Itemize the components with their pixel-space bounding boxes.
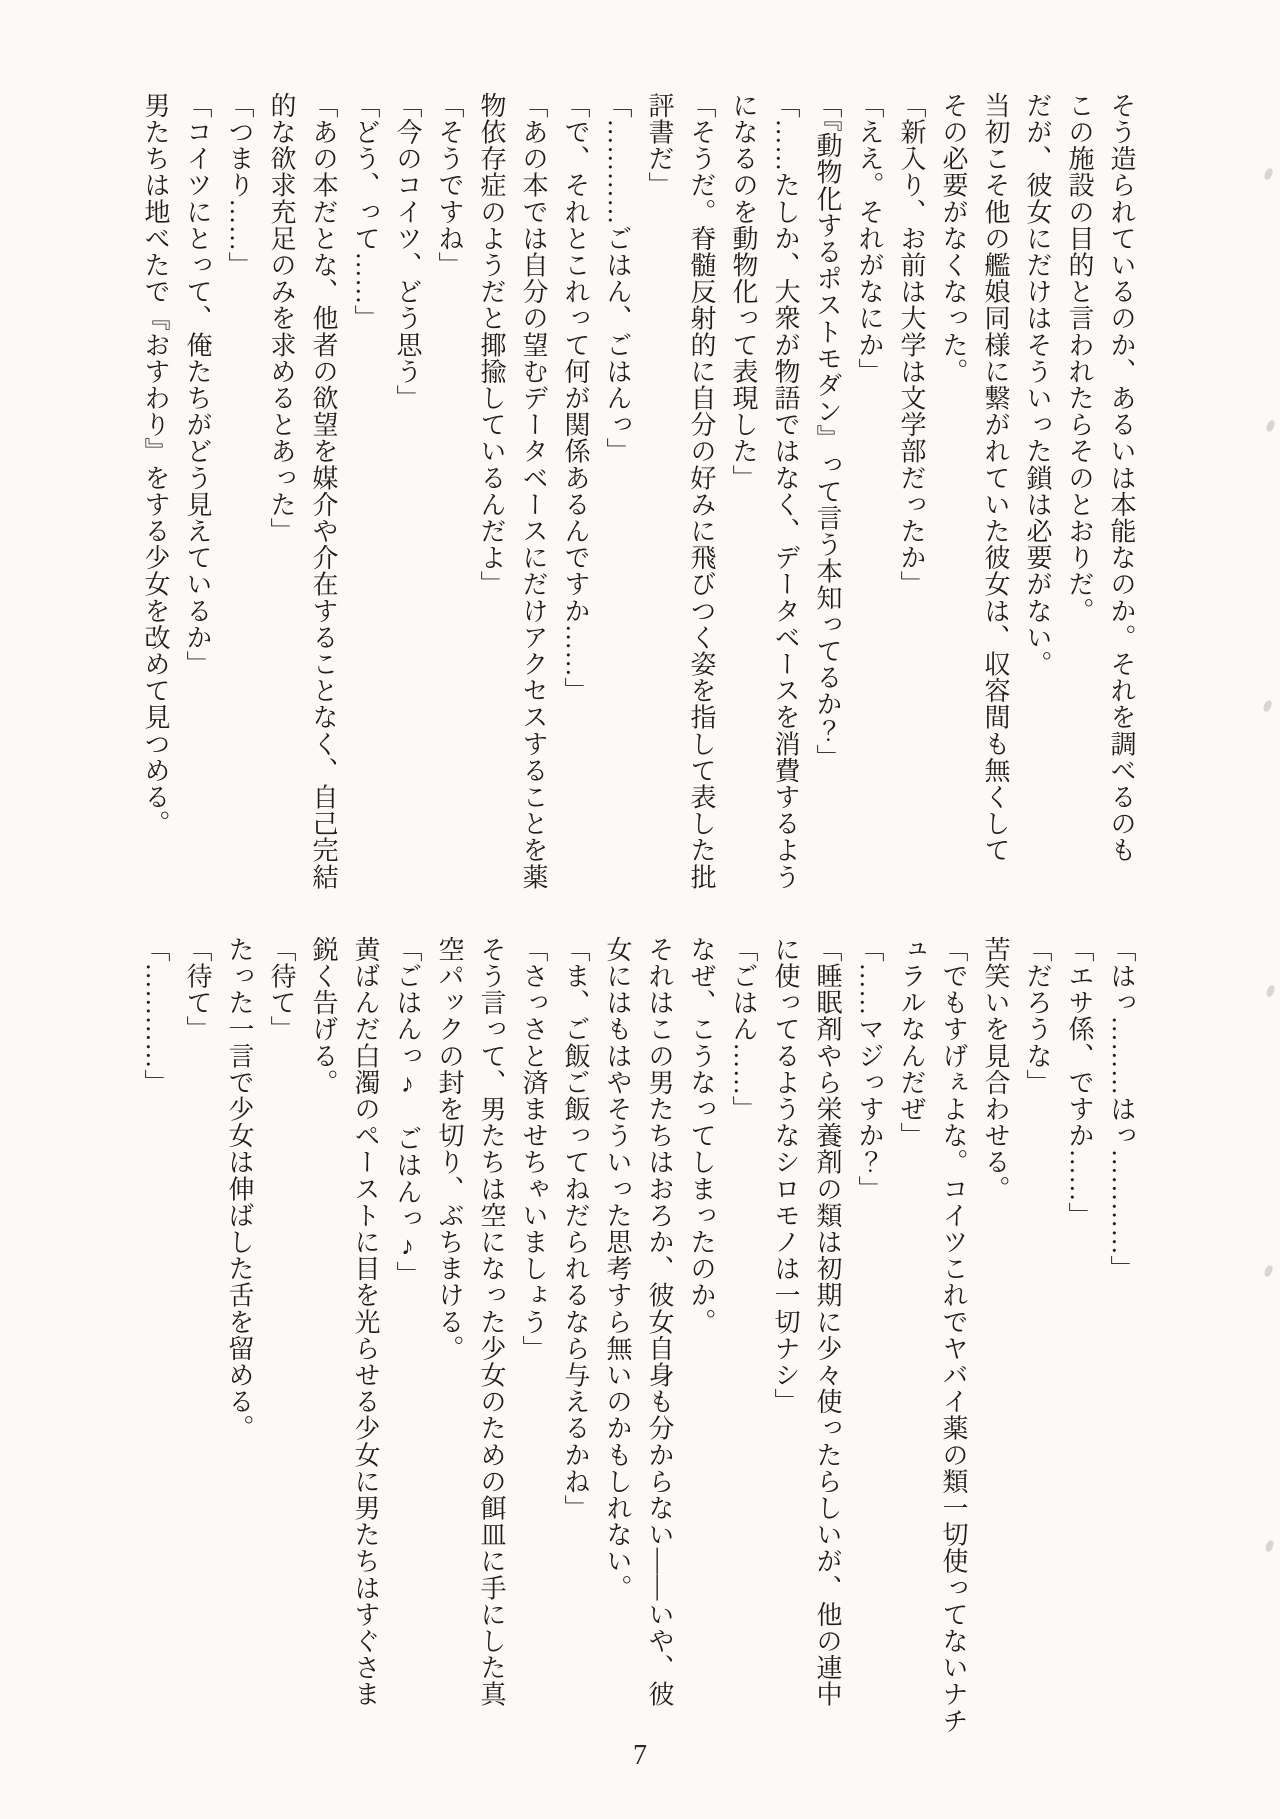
text-line: 「だろうな」 — [1023, 936, 1052, 1096]
text-line: 当初こそ他の艦娘同様に繋がれていた彼女は、収容間も無くして — [981, 92, 1010, 864]
text-line: たった一言で少女は伸ばした舌を留める。 — [225, 936, 254, 1442]
text-line: 「さっさと済ませちゃいましょう」 — [519, 936, 548, 1362]
text-line: 「そうですね」 — [435, 92, 464, 279]
top-text-block — [134, 92, 1142, 922]
bottom-text-block — [134, 936, 1142, 1766]
text-line: その必要がなくなった。 — [939, 92, 968, 385]
text-line: 「あの本では自分の望むデータベースにだけアクセスすることを薬 — [519, 92, 548, 890]
scan-speck — [1264, 1539, 1274, 1553]
text-line: 「はっ………はっ…………」 — [1107, 936, 1136, 1282]
text-line: 男たちは地べたで『おすわり』をする少女を改めて見つめる。 — [141, 92, 170, 837]
text-line: に使ってるようなシロモノは一切ナシ」 — [771, 936, 800, 1415]
text-line: 「コイツにとって、俺たちがどう見えているか」 — [183, 92, 212, 678]
scan-speck — [1263, 1264, 1273, 1278]
text-line: 「待て」 — [267, 936, 296, 1043]
text-line: 「そうだ。脊髄反射的に自分の好みに飛びつく姿を指して表した批 — [687, 92, 716, 890]
text-line: だが、彼女にだけはそういった鎖は必要がない。 — [1023, 92, 1052, 678]
text-line: 「つまり……」 — [225, 92, 254, 279]
text-line: そう造られているのか、あるいは本能なのか。それを調べるのも — [1107, 92, 1136, 864]
text-line: 「で、それとこれって何が関係あるんですか……」 — [561, 92, 590, 704]
text-line: 「ええ。それがなにか」 — [855, 92, 884, 385]
scan-speck — [1263, 167, 1273, 181]
text-line: 「……たしか、大衆が物語ではなく、データベースを消費するよう — [771, 92, 800, 890]
text-line: ュラルなんだぜ」 — [897, 936, 926, 1149]
page-number: 7 — [633, 1740, 647, 1771]
text-line: 「今のコイツ、どう思う」 — [393, 92, 422, 412]
text-line: 鋭く告げる。 — [309, 936, 338, 1096]
text-line: 「あの本だとな、他者の欲望を媒介や介在することなく、自己完結 — [309, 92, 338, 890]
text-line: それはこの男たちはおろか、彼女自身も分からない――いや、彼 — [645, 936, 674, 1708]
text-line: 「でもすげぇよな。コイツこれでヤバイ薬の類一切使ってないナチ — [939, 936, 968, 1734]
text-line: 「エサ係、ですか……」 — [1065, 936, 1094, 1229]
text-line: 評書だ」 — [645, 92, 674, 199]
text-line: 「ごはんっ♪ ごはんっ♪」 — [393, 936, 422, 1288]
text-line: 「睡眠剤やら栄養剤の類は初期に少々使ったらしいが、他の連中 — [813, 936, 842, 1708]
text-line: 「待て」 — [183, 936, 212, 1043]
text-line: なぜ、こうなってしまったのか。 — [687, 936, 716, 1335]
text-line: 「…………ごはん、ごはんっ」 — [603, 92, 632, 465]
text-line: 的な欲求充足のみを求めるとあった」 — [267, 92, 296, 545]
text-line: 苦笑いを見合わせる。 — [981, 936, 1010, 1202]
text-line: 物依存症のようだと揶揄しているんだよ」 — [477, 92, 506, 598]
text-line: 「ごはん……」 — [729, 936, 758, 1123]
text-line: 黄ばんだ白濁のペーストに目を光らせる少女に男たちはすぐさま — [351, 936, 380, 1708]
text-line: 「…………」 — [141, 936, 170, 1096]
scan-speck — [1265, 984, 1275, 998]
text-line: 「……マジっすか？」 — [855, 936, 884, 1202]
text-line: 「どう、って……」 — [351, 92, 380, 332]
text-line: 女にはもはやそういった思考すら無いのかもしれない。 — [603, 936, 632, 1601]
scan-speck — [1262, 699, 1272, 713]
text-line: 「新入り、お前は大学は文学部だったか」 — [897, 92, 926, 598]
text-line: になるのを動物化って表現した」 — [729, 92, 758, 491]
text-line: 「『動物化するポストモダン』って言う本知ってるか？」 — [813, 92, 842, 771]
text-line: この施設の目的と言われたらそのとおりだ。 — [1065, 92, 1094, 624]
text-line: 「ま、ご飯ご飯ってねだられるなら与えるかね」 — [561, 936, 590, 1522]
text-line: そう言って、男たちは空になった少女のための餌皿に手にした真 — [477, 936, 506, 1708]
text-line: 空パックの封を切り、ぶちまける。 — [435, 936, 464, 1362]
scan-speck — [1265, 419, 1275, 433]
